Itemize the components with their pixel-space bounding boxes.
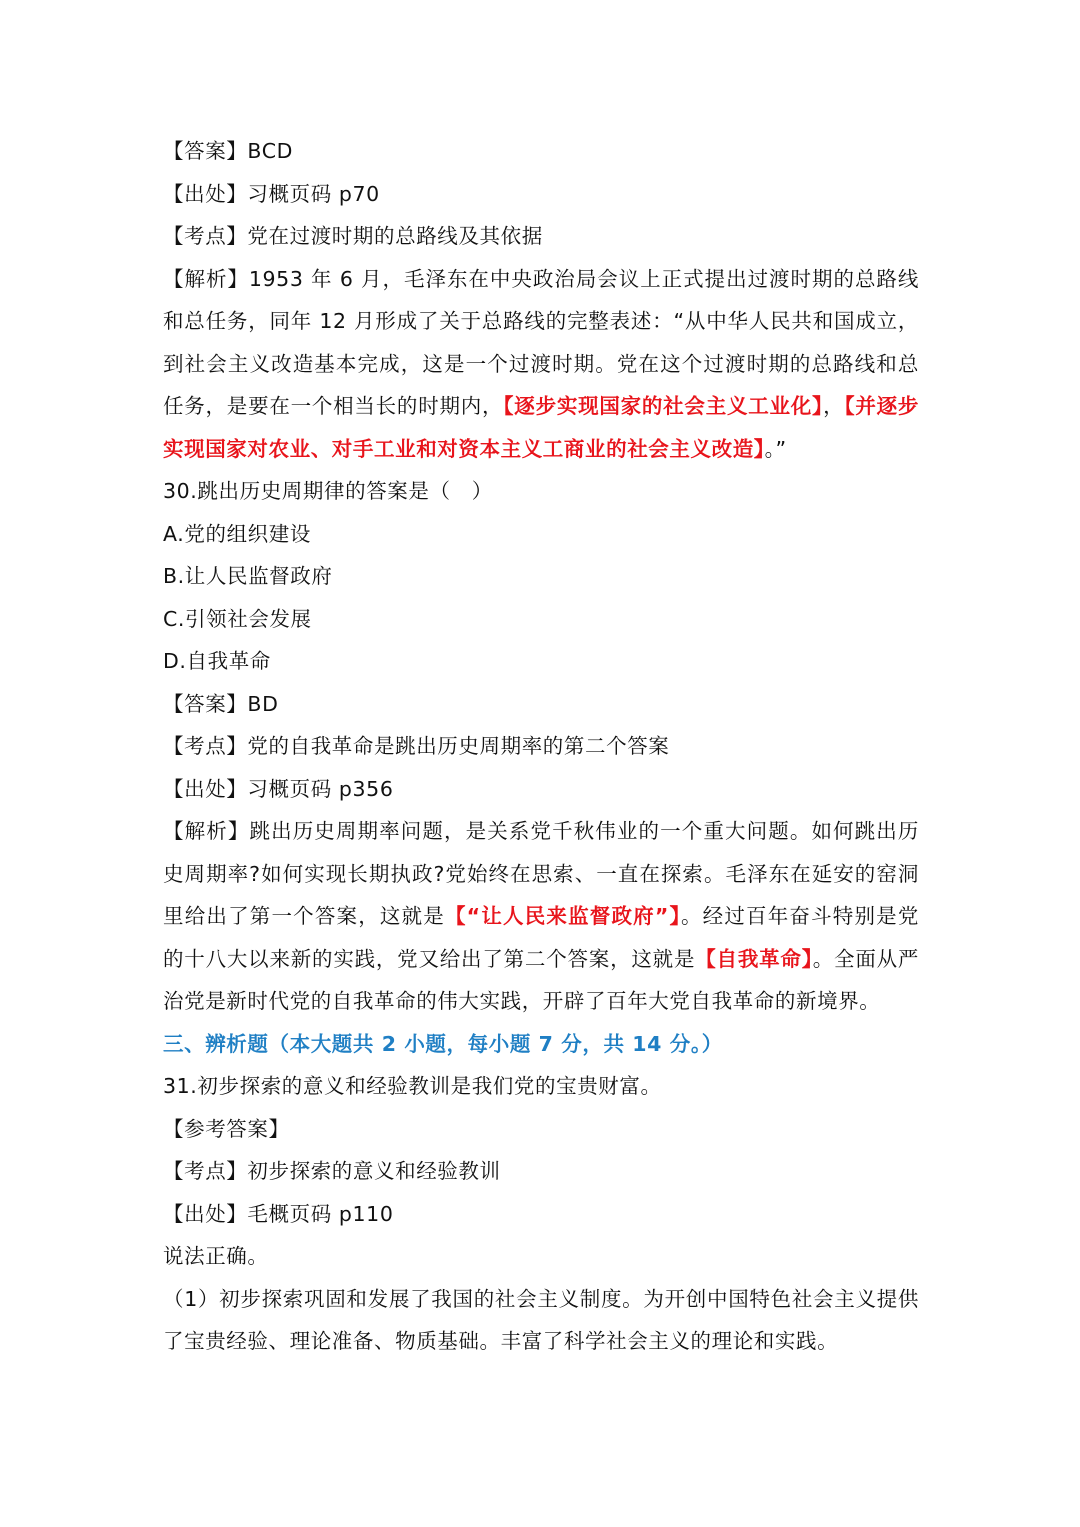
q31-reference-answer: 【参考答案】 <box>163 1116 290 1141</box>
q30-highlight-self-revolution: 【自我革命】 <box>695 946 813 971</box>
q29-separator: ， <box>823 394 845 418</box>
q30-answer: 【答案】BD <box>163 691 279 716</box>
q30-source: 【出处】习概页码 p356 <box>163 776 394 801</box>
q31-verdict: 说法正确。 <box>163 1244 269 1268</box>
q30-analysis <box>163 810 919 1023</box>
q30-option-c: C.引领社会发展 <box>163 606 312 631</box>
section-3-heading: 三、辨析题（本大题共 2 小题，每小题 7 分，共 14 分。） <box>163 1031 723 1056</box>
q30-analysis-mid: 。经过百年奋斗特别是党的十八大以来新的实践，党又给出了第二个答案，这就是 <box>163 904 919 971</box>
q30-option-b: B.让人民监督政府 <box>163 564 333 588</box>
q29-point: 【考点】党在过渡时期的总路线及其依据 <box>163 224 543 248</box>
q31-source: 【出处】毛概页码 p110 <box>163 1201 394 1226</box>
q29-analysis-text: 【解析】1953 年 6 月，毛泽东在中央政治局会议上正式提出过渡时期的总路线和总任务，同年 12 月形成了关于总路线的完整表述：“从中华人民共和国成立，到社会主义改造基本完成，这是一个过渡时期。党在这个过渡时期的总路线和总任务，是要在一个相当长的时期内， <box>163 266 919 418</box>
q31-statement: 31.初步探索的意义和经验教训是我们党的宝贵财富。 <box>163 1074 662 1098</box>
q31-point: 【考点】初步探索的意义和经验教训 <box>163 1159 501 1183</box>
q30-point: 【考点】党的自我革命是跳出历史周期率的第二个答案 <box>163 734 670 758</box>
q31-point-1: （1）初步探索巩固和发展了我国的社会主义制度。为开创中国特色社会主义提供了宝贵经验、理论准备、物质基础。丰富了科学社会主义的理论和实践。 <box>163 1286 919 1353</box>
q29-analysis-end: 。” <box>764 436 787 461</box>
q30-question: 30.跳出历史周期律的答案是（ ） <box>163 479 493 503</box>
q29-source: 【出处】习概页码 p70 <box>163 181 380 206</box>
q29-answer: 【答案】BCD <box>163 139 294 163</box>
q30-option-d: D.自我革命 <box>163 649 271 673</box>
q29-highlight-industrialization: 【逐步实现国家的社会主义工业化】 <box>503 394 824 418</box>
q29-analysis <box>163 258 919 471</box>
q30-analysis-end: 。全面从严治党是新时代党的自我革命的伟大实践，开辟了百年大党自我革命的新境界。 <box>163 946 920 1013</box>
q30-highlight-people-supervise: 【“让人民来监督政府”】 <box>444 904 681 928</box>
q30-option-a: A.党的组织建设 <box>163 521 311 546</box>
q30-analysis-text: 【解析】跳出历史周期率问题，是关系党千秋伟业的一个重大问题。如何跳出历史周期率?如何实现长期执政?党始终在思索、一直在探索。毛泽东在延安的窑洞里给出了第一个答案，这就是 <box>163 819 919 928</box>
q29-highlight-transformation: 【并逐步实现国家对农业、对手工业和对资本主义工商业的社会主义改造】 <box>163 394 919 461</box>
document-content <box>163 130 919 1363</box>
